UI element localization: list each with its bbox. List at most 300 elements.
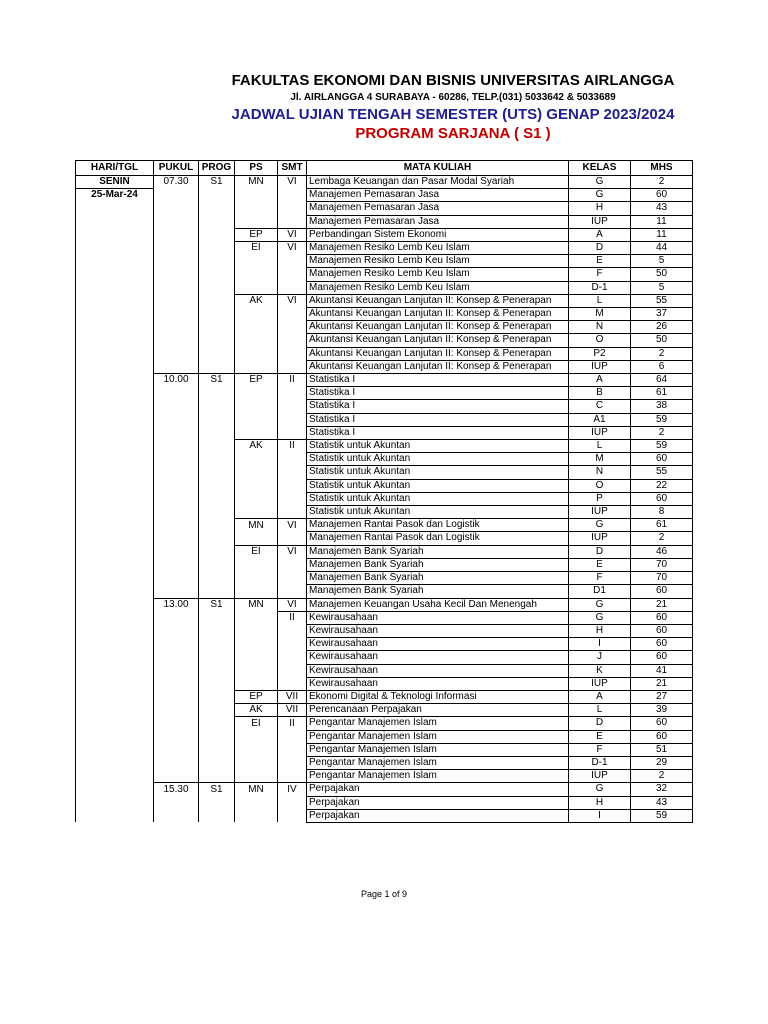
cell-mhs: 60: [631, 638, 693, 651]
table-row: [76, 360, 693, 373]
cell-ps: EI: [235, 717, 278, 730]
cell-prog: S1: [199, 176, 235, 189]
cell-smt: VI: [278, 242, 307, 255]
cell-hari: [76, 783, 154, 796]
cell-kelas: L: [569, 704, 631, 717]
cell-prog: [199, 506, 235, 519]
cell-smt: [278, 255, 307, 268]
cell-prog: [199, 281, 235, 294]
cell-prog: [199, 756, 235, 769]
cell-prog: [199, 624, 235, 637]
cell-smt: [278, 743, 307, 756]
cell-hari: [76, 756, 154, 769]
cell-pukul: [154, 360, 199, 373]
cell-ps: [235, 400, 278, 413]
cell-ps: EI: [235, 545, 278, 558]
cell-mk: Pengantar Manajemen Islam: [307, 770, 569, 783]
cell-smt: [278, 426, 307, 439]
cell-ps: [235, 651, 278, 664]
cell-pukul: [154, 704, 199, 717]
cell-smt: [278, 334, 307, 347]
cell-kelas: O: [569, 334, 631, 347]
cell-prog: [199, 809, 235, 822]
cell-kelas: IUP: [569, 532, 631, 545]
cell-ps: [235, 426, 278, 439]
cell-smt: [278, 202, 307, 215]
cell-mhs: 60: [631, 189, 693, 202]
table-row: [76, 611, 693, 624]
cell-hari: [76, 730, 154, 743]
cell-hari: SENIN: [76, 176, 154, 189]
cell-mhs: 64: [631, 374, 693, 387]
table-row: [76, 440, 693, 453]
cell-kelas: IUP: [569, 360, 631, 373]
cell-mk: Perpajakan: [307, 783, 569, 796]
cell-smt: [278, 677, 307, 690]
cell-mhs: 8: [631, 506, 693, 519]
cell-pukul: [154, 453, 199, 466]
cell-kelas: M: [569, 308, 631, 321]
cell-smt: VII: [278, 690, 307, 703]
cell-hari: [76, 598, 154, 611]
cell-hari: [76, 770, 154, 783]
col-header-pukul: PUKUL: [154, 161, 199, 176]
cell-smt: [278, 532, 307, 545]
cell-ps: [235, 308, 278, 321]
schedule-title: JADWAL UJIAN TENGAH SEMESTER (UTS) GENAP 2023/2024: [231, 106, 675, 123]
cell-prog: [199, 387, 235, 400]
table-row: [76, 400, 693, 413]
cell-prog: [199, 690, 235, 703]
cell-smt: [278, 664, 307, 677]
col-header-smt: SMT: [278, 161, 307, 176]
cell-pukul: [154, 347, 199, 360]
cell-prog: [199, 717, 235, 730]
cell-hari: [76, 624, 154, 637]
cell-hari: [76, 400, 154, 413]
cell-pukul: [154, 189, 199, 202]
cell-kelas: G: [569, 519, 631, 532]
cell-mhs: 43: [631, 202, 693, 215]
cell-prog: [199, 532, 235, 545]
cell-prog: [199, 558, 235, 571]
cell-pukul: [154, 413, 199, 426]
cell-ps: AK: [235, 294, 278, 307]
cell-kelas: G: [569, 176, 631, 189]
cell-prog: S1: [199, 783, 235, 796]
cell-ps: [235, 268, 278, 281]
cell-hari: [76, 506, 154, 519]
cell-hari: 25-Mar-24: [76, 189, 154, 202]
cell-ps: MN: [235, 598, 278, 611]
cell-prog: [199, 321, 235, 334]
cell-hari: [76, 664, 154, 677]
table-row: [76, 572, 693, 585]
cell-mk: Manajemen Pemasaran Jasa: [307, 202, 569, 215]
cell-smt: [278, 453, 307, 466]
cell-prog: [199, 413, 235, 426]
cell-kelas: D: [569, 242, 631, 255]
cell-prog: [199, 770, 235, 783]
cell-pukul: [154, 545, 199, 558]
cell-hari: [76, 677, 154, 690]
cell-mhs: 60: [631, 717, 693, 730]
cell-smt: [278, 770, 307, 783]
table-row: [76, 347, 693, 360]
cell-mhs: 43: [631, 796, 693, 809]
col-header-ps: PS: [235, 161, 278, 176]
cell-mk: Statistika I: [307, 426, 569, 439]
cell-ps: MN: [235, 519, 278, 532]
page-number: Page 1 of 9: [360, 889, 408, 899]
table-row: [76, 770, 693, 783]
cell-smt: [278, 624, 307, 637]
cell-mk: Manajemen Pemasaran Jasa: [307, 189, 569, 202]
cell-mk: Statistika I: [307, 374, 569, 387]
cell-prog: [199, 334, 235, 347]
cell-prog: [199, 347, 235, 360]
cell-smt: VI: [278, 228, 307, 241]
cell-kelas: L: [569, 294, 631, 307]
table-row: [76, 638, 693, 651]
cell-prog: [199, 255, 235, 268]
table-row: [76, 756, 693, 769]
cell-smt: [278, 387, 307, 400]
cell-kelas: H: [569, 202, 631, 215]
cell-mhs: 55: [631, 466, 693, 479]
cell-kelas: F: [569, 743, 631, 756]
cell-mk: Manajemen Rantai Pasok dan Logistik: [307, 519, 569, 532]
cell-smt: [278, 809, 307, 822]
cell-pukul: [154, 281, 199, 294]
cell-mhs: 32: [631, 783, 693, 796]
cell-pukul: [154, 506, 199, 519]
cell-ps: [235, 677, 278, 690]
cell-prog: [199, 189, 235, 202]
cell-hari: [76, 413, 154, 426]
cell-mk: Statistik untuk Akuntan: [307, 466, 569, 479]
cell-mhs: 37: [631, 308, 693, 321]
faculty-address: Jl. AIRLANGGA 4 SURABAYA - 60286, TELP.(031) 5033642 & 5033689: [290, 92, 616, 103]
table-row: [76, 704, 693, 717]
cell-pukul: [154, 730, 199, 743]
cell-mhs: 60: [631, 492, 693, 505]
cell-smt: II: [278, 717, 307, 730]
cell-ps: EP: [235, 690, 278, 703]
cell-ps: [235, 756, 278, 769]
cell-hari: [76, 360, 154, 373]
cell-mhs: 11: [631, 215, 693, 228]
cell-hari: [76, 466, 154, 479]
cell-smt: VI: [278, 545, 307, 558]
cell-mk: Lembaga Keuangan dan Pasar Modal Syariah: [307, 176, 569, 189]
cell-pukul: [154, 796, 199, 809]
cell-mhs: 59: [631, 809, 693, 822]
cell-hari: [76, 743, 154, 756]
cell-ps: EI: [235, 242, 278, 255]
cell-smt: VI: [278, 176, 307, 189]
cell-pukul: [154, 638, 199, 651]
table-row: [76, 558, 693, 571]
cell-kelas: B: [569, 387, 631, 400]
cell-prog: [199, 215, 235, 228]
cell-ps: [235, 572, 278, 585]
cell-mhs: 44: [631, 242, 693, 255]
cell-hari: [76, 690, 154, 703]
cell-mhs: 70: [631, 558, 693, 571]
cell-hari: [76, 426, 154, 439]
table-row: [76, 255, 693, 268]
cell-prog: [199, 479, 235, 492]
table-row: [76, 189, 693, 202]
cell-ps: [235, 796, 278, 809]
table-row: [76, 268, 693, 281]
cell-mhs: 60: [631, 453, 693, 466]
cell-mhs: 11: [631, 228, 693, 241]
cell-ps: [235, 255, 278, 268]
cell-ps: [235, 770, 278, 783]
cell-kelas: D-1: [569, 756, 631, 769]
cell-ps: [235, 638, 278, 651]
cell-pukul: [154, 492, 199, 505]
cell-smt: [278, 321, 307, 334]
cell-mk: Manajemen Resiko Lemb Keu Islam: [307, 268, 569, 281]
cell-mhs: 59: [631, 440, 693, 453]
cell-kelas: N: [569, 466, 631, 479]
cell-ps: [235, 730, 278, 743]
cell-pukul: [154, 466, 199, 479]
table-row: [76, 743, 693, 756]
cell-smt: [278, 756, 307, 769]
cell-prog: [199, 704, 235, 717]
cell-mk: Kewirausahaan: [307, 664, 569, 677]
cell-prog: [199, 202, 235, 215]
cell-prog: [199, 796, 235, 809]
cell-pukul: [154, 228, 199, 241]
cell-prog: [199, 228, 235, 241]
cell-hari: [76, 809, 154, 822]
cell-mk: Statistika I: [307, 387, 569, 400]
cell-mhs: 38: [631, 400, 693, 413]
cell-smt: [278, 796, 307, 809]
cell-ps: AK: [235, 440, 278, 453]
cell-hari: [76, 545, 154, 558]
cell-hari: [76, 215, 154, 228]
cell-kelas: O: [569, 479, 631, 492]
table-row: [76, 809, 693, 822]
cell-prog: [199, 677, 235, 690]
cell-prog: [199, 466, 235, 479]
table-row: [76, 426, 693, 439]
cell-hari: [76, 638, 154, 651]
cell-mk: Kewirausahaan: [307, 611, 569, 624]
cell-mk: Manajemen Resiko Lemb Keu Islam: [307, 255, 569, 268]
cell-pukul: [154, 519, 199, 532]
cell-pukul: [154, 585, 199, 598]
cell-ps: AK: [235, 704, 278, 717]
cell-mk: Akuntansi Keuangan Lanjutan II: Konsep & Penerapan: [307, 308, 569, 321]
cell-ps: [235, 624, 278, 637]
table-row: [76, 202, 693, 215]
table-row: [76, 677, 693, 690]
cell-pukul: 10.00: [154, 374, 199, 387]
cell-pukul: [154, 611, 199, 624]
cell-prog: [199, 638, 235, 651]
cell-ps: [235, 466, 278, 479]
cell-mk: Akuntansi Keuangan Lanjutan II: Konsep & Penerapan: [307, 321, 569, 334]
cell-ps: [235, 202, 278, 215]
cell-kelas: N: [569, 321, 631, 334]
cell-mhs: 29: [631, 756, 693, 769]
cell-prog: [199, 308, 235, 321]
cell-smt: [278, 215, 307, 228]
table-header-row: [76, 161, 693, 176]
cell-ps: [235, 360, 278, 373]
cell-mhs: 70: [631, 572, 693, 585]
cell-mk: Manajemen Bank Syariah: [307, 585, 569, 598]
cell-mk: Statistik untuk Akuntan: [307, 492, 569, 505]
cell-hari: [76, 202, 154, 215]
cell-kelas: D: [569, 717, 631, 730]
cell-kelas: IUP: [569, 506, 631, 519]
cell-smt: [278, 466, 307, 479]
col-header-hari: HARI/TGL: [76, 161, 154, 176]
cell-smt: VII: [278, 704, 307, 717]
cell-hari: [76, 558, 154, 571]
cell-kelas: A: [569, 690, 631, 703]
cell-smt: [278, 268, 307, 281]
cell-smt: VI: [278, 519, 307, 532]
cell-hari: [76, 228, 154, 241]
cell-mk: Akuntansi Keuangan Lanjutan II: Konsep & Penerapan: [307, 347, 569, 360]
table-row: [76, 479, 693, 492]
cell-smt: [278, 651, 307, 664]
cell-smt: [278, 308, 307, 321]
cell-ps: [235, 334, 278, 347]
cell-kelas: IUP: [569, 215, 631, 228]
cell-mhs: 60: [631, 624, 693, 637]
cell-hari: [76, 492, 154, 505]
cell-smt: [278, 585, 307, 598]
cell-pukul: [154, 770, 199, 783]
cell-kelas: IUP: [569, 426, 631, 439]
program-title: PROGRAM SARJANA ( S1 ): [355, 125, 551, 142]
cell-mhs: 51: [631, 743, 693, 756]
cell-hari: [76, 281, 154, 294]
cell-ps: [235, 558, 278, 571]
table-row: [76, 796, 693, 809]
cell-pukul: [154, 717, 199, 730]
cell-pukul: [154, 321, 199, 334]
cell-pukul: 13.00: [154, 598, 199, 611]
cell-prog: [199, 453, 235, 466]
cell-ps: [235, 453, 278, 466]
cell-hari: [76, 255, 154, 268]
cell-pukul: [154, 426, 199, 439]
cell-pukul: [154, 400, 199, 413]
cell-mk: Manajemen Pemasaran Jasa: [307, 215, 569, 228]
cell-mhs: 55: [631, 294, 693, 307]
cell-ps: [235, 506, 278, 519]
cell-mhs: 46: [631, 545, 693, 558]
cell-prog: [199, 242, 235, 255]
cell-hari: [76, 294, 154, 307]
table-row: [76, 690, 693, 703]
cell-kelas: H: [569, 796, 631, 809]
cell-ps: [235, 387, 278, 400]
cell-mk: Pengantar Manajemen Islam: [307, 717, 569, 730]
cell-hari: [76, 308, 154, 321]
cell-kelas: L: [569, 440, 631, 453]
cell-mhs: 2: [631, 176, 693, 189]
cell-mhs: 22: [631, 479, 693, 492]
cell-prog: [199, 492, 235, 505]
cell-pukul: 07.30: [154, 176, 199, 189]
table-row: [76, 374, 693, 387]
cell-smt: [278, 730, 307, 743]
cell-ps: [235, 347, 278, 360]
cell-hari: [76, 796, 154, 809]
table-row: [76, 545, 693, 558]
table-row: [76, 624, 693, 637]
table-row: [76, 730, 693, 743]
cell-mk: Manajemen Resiko Lemb Keu Islam: [307, 242, 569, 255]
cell-mk: Perpajakan: [307, 796, 569, 809]
cell-mhs: 60: [631, 585, 693, 598]
cell-mk: Akuntansi Keuangan Lanjutan II: Konsep & Penerapan: [307, 294, 569, 307]
cell-prog: [199, 585, 235, 598]
cell-kelas: D: [569, 545, 631, 558]
cell-pukul: [154, 440, 199, 453]
cell-mk: Statistik untuk Akuntan: [307, 479, 569, 492]
exam-schedule-table: [75, 160, 693, 823]
cell-mk: Statistik untuk Akuntan: [307, 506, 569, 519]
cell-mhs: 41: [631, 664, 693, 677]
cell-smt: VI: [278, 294, 307, 307]
cell-mhs: 6: [631, 360, 693, 373]
cell-mhs: 59: [631, 413, 693, 426]
cell-ps: [235, 585, 278, 598]
cell-smt: VI: [278, 598, 307, 611]
cell-smt: [278, 400, 307, 413]
cell-ps: [235, 743, 278, 756]
cell-pukul: [154, 268, 199, 281]
cell-kelas: H: [569, 624, 631, 637]
cell-pukul: [154, 664, 199, 677]
cell-kelas: J: [569, 651, 631, 664]
cell-mk: Manajemen Resiko Lemb Keu Islam: [307, 281, 569, 294]
cell-prog: [199, 743, 235, 756]
cell-prog: S1: [199, 374, 235, 387]
cell-kelas: IUP: [569, 677, 631, 690]
cell-mk: Manajemen Rantai Pasok dan Logistik: [307, 532, 569, 545]
table-row: [76, 585, 693, 598]
cell-kelas: P2: [569, 347, 631, 360]
cell-smt: [278, 347, 307, 360]
table-row: [76, 321, 693, 334]
cell-ps: [235, 809, 278, 822]
cell-mhs: 2: [631, 770, 693, 783]
cell-prog: [199, 572, 235, 585]
cell-kelas: IUP: [569, 770, 631, 783]
cell-kelas: E: [569, 558, 631, 571]
cell-mhs: 5: [631, 255, 693, 268]
cell-kelas: D-1: [569, 281, 631, 294]
cell-ps: [235, 611, 278, 624]
cell-smt: [278, 189, 307, 202]
cell-prog: [199, 664, 235, 677]
cell-smt: [278, 492, 307, 505]
